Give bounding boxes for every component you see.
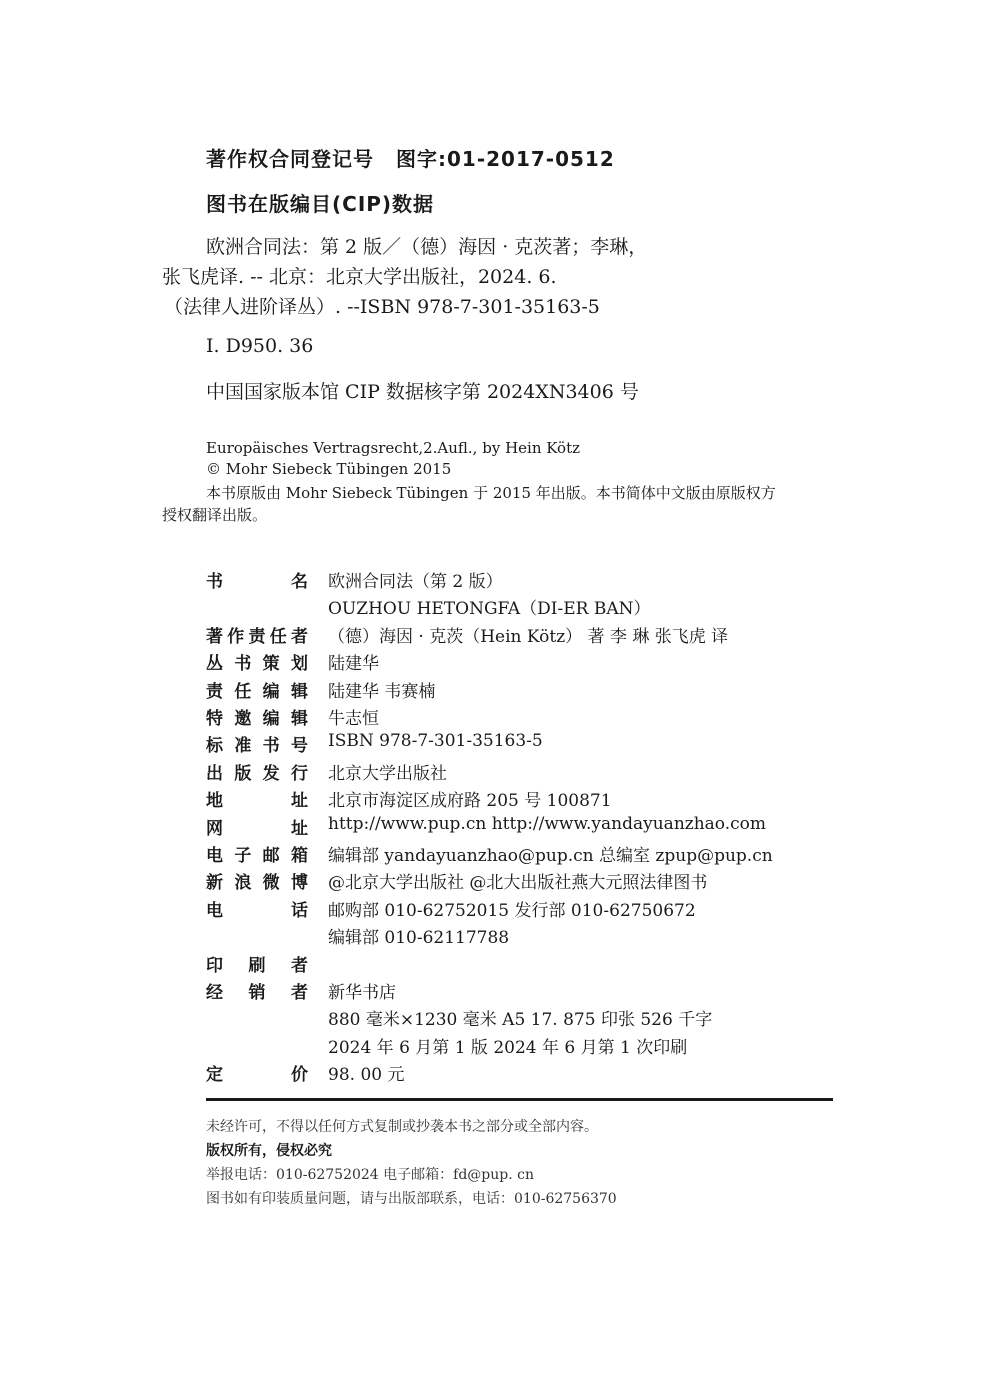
info-value: 98. 00 元 [328,1065,405,1086]
info-label: 责 任 编 辑 [206,681,308,702]
info-label: 电 话 [206,900,308,921]
info-value: 北京市海淀区成府路 205 号 100871 [328,791,612,812]
info-label: 印 刷 者 [206,955,308,976]
info-value: 新华书店 [328,983,396,1003]
original-title: Europäisches Vertragsrecht,2.Aufl., by Hein Kötz [206,439,581,457]
info-value: （德）海因 · 克茨（Hein Kötz） 著 李 琳 张飞虎 译 [328,626,729,647]
cip-classification: Ⅰ. D950. 36 [206,335,314,357]
registration-number: 图字:01-2017-0512 [396,147,615,171]
footer-notice: 未经许可，不得以任何方式复制或抄袭本书之部分或全部内容。 [206,1119,598,1135]
footer-quality: 图书如有印装质量问题，请与出版部联系，电话：010-62756370 [206,1191,617,1207]
info-label: 电 子 邮 箱 [206,846,308,866]
info-value: 880 毫米×1230 毫米 A5 17. 875 印张 526 千字 [328,1010,713,1031]
footer-report: 举报电话：010-62752024 电子邮箱：fd@pup. cn [206,1167,535,1183]
footer-rights: 版权所有，侵权必究 [206,1143,332,1159]
info-value: 北京大学出版社 [328,763,447,784]
cip-title: 图书在版编目(CIP)数据 [206,192,435,216]
info-value: 邮购部 010-62752015 发行部 010-62750672 [328,900,696,921]
info-label: 著 作 责 任 者 [206,626,308,647]
info-value: OUZHOU HETONGFA（DI-ER BAN） [328,599,651,620]
info-value: 牛志恒 [328,709,379,729]
license-note-1: 本书原版由 Mohr Siebeck Tübingen 于 2015 年出版。本书简体中文版由原版权方 [206,484,776,502]
copyright-registration [206,143,615,172]
original-copyright: © Mohr Siebeck Tübingen 2015 [206,460,452,478]
info-value: 编辑部 010-62117788 [328,928,510,949]
info-value: 2024 年 6 月第 1 版 2024 年 6 月第 1 次印刷 [328,1037,688,1058]
info-label: 定 价 [206,1065,308,1086]
info-value: 陆建华 [328,654,379,675]
cip-line-1: 欧洲合同法：第 2 版／（德）海因 · 克茨著；李琳， [206,236,648,258]
info-label: 经 销 者 [206,983,308,1003]
license-note-2: 授权翻译出版。 [162,506,268,524]
info-value: http://www.pup.cn http://www.yandayuanzhao.com [328,813,767,834]
info-value: 陆建华 韦赛楠 [328,681,436,702]
info-value: ISBN 978-7-301-35163-5 [328,731,543,752]
info-label: 丛 书 策 划 [206,654,308,675]
info-label: 书 名 [206,572,308,592]
info-value: @北京大学出版社 @北大出版社燕大元照法律图书 [328,873,708,894]
info-label: 出 版 发 行 [206,763,308,784]
cip-verification: 中国国家版本馆 CIP 数据核字第 2024XN3406 号 [206,381,639,403]
cip-line-2: 张飞虎译. -- 北京：北京大学出版社，2024. 6. [162,266,557,288]
info-label: 地 址 [206,791,308,812]
registration-label: 著作权合同登记号 [206,147,374,171]
info-label: 新 浪 微 博 [206,873,308,894]
info-label: 标 准 书 号 [206,736,308,757]
info-label: 网 址 [206,818,308,839]
divider-rule [206,1098,833,1101]
cip-line-3: （法律人进阶译丛）. --ISBN 978-7-301-35163-5 [164,296,600,318]
info-value: 欧洲合同法（第 2 版） [328,572,503,592]
info-value: 编辑部 yandayuanzhao@pup.cn 总编室 zpup@pup.cn [328,846,773,866]
info-label: 特 邀 编 辑 [206,709,308,729]
